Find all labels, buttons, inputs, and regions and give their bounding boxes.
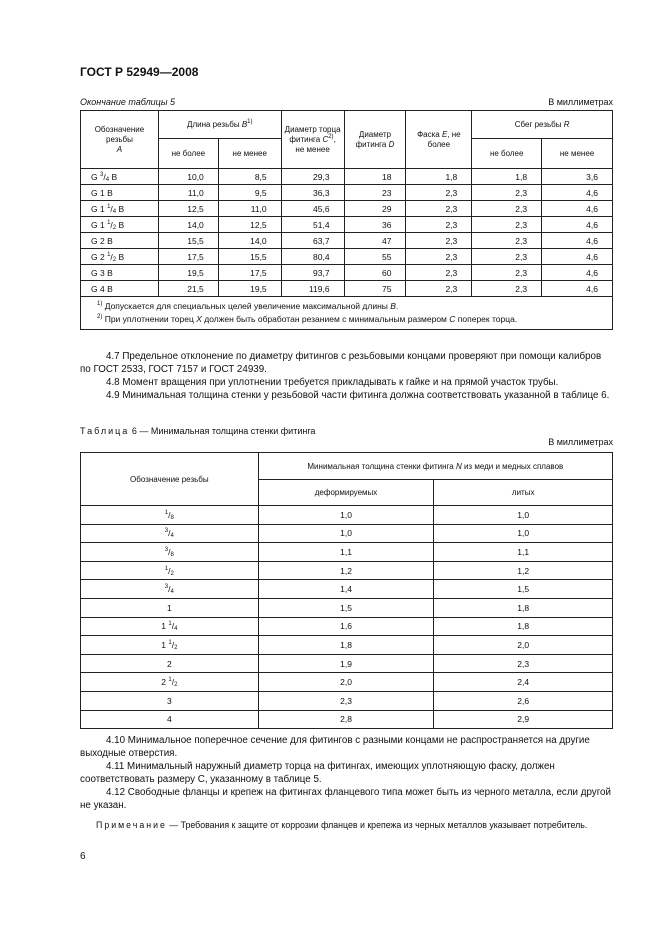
table-cell: 4,6 <box>542 249 613 265</box>
thread-designation: G 1 B <box>81 185 159 201</box>
table-row <box>81 185 613 201</box>
table-row <box>81 265 613 281</box>
footnote-2: $^{2)}$ При уплотнении торец X должен быть обработан резанием с минимальным размером C поперек торца. <box>97 314 518 324</box>
table-cell: 17,5 <box>218 265 281 281</box>
thread-designation: G 2 B <box>81 233 159 249</box>
col-min-wall-thickness: Минимальная толщина стенки фитинга N из меди и медных сплавов <box>258 453 612 480</box>
wrought-thickness: 1,1 <box>258 543 434 562</box>
table-cell: 4,6 <box>542 281 613 297</box>
col-thread-designation: Обозначение резьбы A <box>81 111 159 169</box>
table-cell: 2,3 <box>472 265 542 281</box>
sub-min: не менее <box>218 139 281 169</box>
table-cell: 11,0 <box>218 201 281 217</box>
table-cell: 18 <box>344 169 406 185</box>
table-cell: 93,7 <box>281 265 344 281</box>
table-cell: 4,6 <box>542 201 613 217</box>
table-cell: 12,5 <box>158 201 218 217</box>
table-row <box>81 580 613 599</box>
table-cell: 63,7 <box>281 233 344 249</box>
table-cell: 2,3 <box>406 185 472 201</box>
sub-min: не менее <box>542 139 613 169</box>
thread-designation: G 4 B <box>81 281 159 297</box>
cast-thickness: 1,5 <box>434 580 613 599</box>
col-runout: Сбег резьбы R <box>472 111 613 139</box>
thread-designation: 2 $^1/_2$ <box>81 673 259 692</box>
table-cell: 15,5 <box>218 249 281 265</box>
table-row <box>81 691 613 710</box>
wrought-thickness: 2,0 <box>258 673 434 692</box>
table-row <box>81 169 613 185</box>
thread-designation: G 1 $^1/_2$ B <box>81 217 159 233</box>
table-cell: 2,3 <box>472 185 542 201</box>
table-cell: 14,0 <box>158 217 218 233</box>
table-row <box>81 281 613 297</box>
table-row <box>81 249 613 265</box>
cast-thickness: 2,6 <box>434 691 613 710</box>
table-cell: 2,3 <box>472 217 542 233</box>
table6 <box>80 452 613 729</box>
table-row <box>81 617 613 636</box>
table-cell: 2,3 <box>406 281 472 297</box>
table-cell: 29,3 <box>281 169 344 185</box>
table-cell: 2,3 <box>406 201 472 217</box>
thread-designation: 4 <box>81 710 259 729</box>
paragraph-4-11: 4.11 Минимальный наружный диаметр торца на фитингах, имеющих уплотняющую фаску, должен соответствовать размеру C, указанному в таблице 5. <box>80 761 555 785</box>
table-row <box>81 524 613 543</box>
wrought-thickness: 1,0 <box>258 524 434 543</box>
table5-caption: Окончание таблицы 5 <box>80 97 175 107</box>
cast-thickness: 2,4 <box>434 673 613 692</box>
table-cell: 4,6 <box>542 233 613 249</box>
table-cell: 8,5 <box>218 169 281 185</box>
thread-designation: $^3/_4$ <box>81 580 259 599</box>
table-cell: 2,3 <box>472 233 542 249</box>
cast-thickness: 2,0 <box>434 636 613 655</box>
thread-designation: 2 <box>81 654 259 673</box>
table-cell: 60 <box>344 265 406 281</box>
thread-designation: $^3/_4$ <box>81 524 259 543</box>
thread-designation: $^1/_8$ <box>81 506 259 525</box>
table-row <box>81 217 613 233</box>
table-cell: 10,0 <box>158 169 218 185</box>
sub-max: не более <box>158 139 218 169</box>
table-cell: 4,6 <box>542 185 613 201</box>
cast-thickness: 1,8 <box>434 617 613 636</box>
thread-designation: $^1/_2$ <box>81 561 259 580</box>
thread-designation: 1 $^1/_2$ <box>81 636 259 655</box>
table-cell: 1,8 <box>472 169 542 185</box>
table-cell: 29 <box>344 201 406 217</box>
table-row <box>81 201 613 217</box>
table-row <box>81 654 613 673</box>
wrought-thickness: 1,2 <box>258 561 434 580</box>
table-cell: 19,5 <box>158 265 218 281</box>
col-thread-length: Длина резьбы $B^{1)}$ <box>158 111 281 139</box>
table-cell: 51,4 <box>281 217 344 233</box>
table-cell: 2,3 <box>406 265 472 281</box>
table5 <box>80 110 613 330</box>
thread-designation: 1 <box>81 598 259 617</box>
table-cell: 11,0 <box>158 185 218 201</box>
footnote-1: $^{1)}$ Допускается для специальных целей увеличение максимальной длины B. <box>97 301 399 311</box>
cast-thickness: 1,2 <box>434 561 613 580</box>
table6-units: В миллиметрах <box>548 437 613 447</box>
col-thread-designation: Обозначение резьбы <box>81 453 259 506</box>
document-header: ГОСТ Р 52949—2008 <box>80 65 199 79</box>
wrought-thickness: 1,6 <box>258 617 434 636</box>
table-cell: 2,3 <box>472 201 542 217</box>
table-row <box>81 598 613 617</box>
table5-footnotes <box>81 297 613 330</box>
sub-cast: литых <box>434 480 613 506</box>
cast-thickness: 1,0 <box>434 524 613 543</box>
thread-designation: 1 $^1/_4$ <box>81 617 259 636</box>
table-cell: 3,6 <box>542 169 613 185</box>
thread-designation: G $^3/_4$ B <box>81 169 159 185</box>
table-row <box>81 636 613 655</box>
table-cell: 2,3 <box>472 249 542 265</box>
table-cell: 19,5 <box>218 281 281 297</box>
table-cell: 2,3 <box>406 217 472 233</box>
table-row <box>81 233 613 249</box>
table-cell: 55 <box>344 249 406 265</box>
wrought-thickness: 1,4 <box>258 580 434 599</box>
cast-thickness: 1,1 <box>434 543 613 562</box>
paragraph-4-9: 4.9 Минимальная толщина стенки у резьбовой части фитинга должна соответствовать указанной в таблице 6. <box>106 390 610 401</box>
thread-designation: G 3 B <box>81 265 159 281</box>
thread-designation: $^3/_8$ <box>81 543 259 562</box>
paragraph-4-12: 4.12 Свободные фланцы и крепеж на фитингах фланцевого типа может быть из черного металла, если другой не указан. <box>80 787 611 811</box>
table-cell: 14,0 <box>218 233 281 249</box>
table-cell: 2,3 <box>406 233 472 249</box>
table-cell: 1,8 <box>406 169 472 185</box>
table-cell: 36 <box>344 217 406 233</box>
table-row <box>81 561 613 580</box>
table-cell: 15,5 <box>158 233 218 249</box>
paragraph-4-8: 4.8 Момент вращения при уплотнении требуется прикладывать к гайке и на прямой участок трубы. <box>106 377 559 388</box>
col-face-diameter: Диаметр торца фитинга $C^{2)}$, не менее <box>281 111 344 169</box>
thread-designation: 3 <box>81 691 259 710</box>
table-row <box>81 673 613 692</box>
sub-max: не более <box>472 139 542 169</box>
cast-thickness: 1,8 <box>434 598 613 617</box>
table-cell: 17,5 <box>158 249 218 265</box>
paragraph-4-10: 4.10 Минимальное поперечное сечение для фитингов с разными концами не распространяется на другие выходные отверстия. <box>80 735 590 759</box>
wrought-thickness: 1,0 <box>258 506 434 525</box>
table5-units: В миллиметрах <box>548 97 613 107</box>
table-cell: 4,6 <box>542 217 613 233</box>
thread-designation: G 2 $^1/_2$ B <box>81 249 159 265</box>
table-cell: 12,5 <box>218 217 281 233</box>
table-cell: 80,4 <box>281 249 344 265</box>
cast-thickness: 2,9 <box>434 710 613 729</box>
cast-thickness: 1,0 <box>434 506 613 525</box>
table-cell: 2,3 <box>472 281 542 297</box>
table-row <box>81 543 613 562</box>
wrought-thickness: 2,8 <box>258 710 434 729</box>
table-cell: 75 <box>344 281 406 297</box>
table-cell: 23 <box>344 185 406 201</box>
col-chamfer: Фаска E, не более <box>406 111 472 169</box>
cast-thickness: 2,3 <box>434 654 613 673</box>
table-cell: 4,6 <box>542 265 613 281</box>
sub-wrought: деформируемых <box>258 480 434 506</box>
wrought-thickness: 1,9 <box>258 654 434 673</box>
table-cell: 36,3 <box>281 185 344 201</box>
table-cell: 9,5 <box>218 185 281 201</box>
col-fitting-diameter: Диаметр фитинга D <box>344 111 406 169</box>
table-cell: 2,3 <box>406 249 472 265</box>
table6-caption: Таблица 6 — Минимальная толщина стенки фитинга <box>80 426 316 436</box>
table-row <box>81 710 613 729</box>
table-cell: 119,6 <box>281 281 344 297</box>
table-row <box>81 506 613 525</box>
wrought-thickness: 1,5 <box>258 598 434 617</box>
table-cell: 21,5 <box>158 281 218 297</box>
table-cell: 45,6 <box>281 201 344 217</box>
thread-designation: G 1 $^1/_4$ B <box>81 201 159 217</box>
wrought-thickness: 1,8 <box>258 636 434 655</box>
paragraph-4-7: 4.7 Предельное отклонение по диаметру фитингов с резьбовыми концами проверяют при помощи калибров по ГОСТ 2533, ГОСТ 7157 и ГОСТ 24939. <box>80 351 602 375</box>
wrought-thickness: 2,3 <box>258 691 434 710</box>
note: Примечание — Требования к защите от коррозии фланцев и крепежа из черных металлов указывает потребитель. <box>96 820 588 830</box>
table-cell: 47 <box>344 233 406 249</box>
page-number: 6 <box>80 851 86 862</box>
